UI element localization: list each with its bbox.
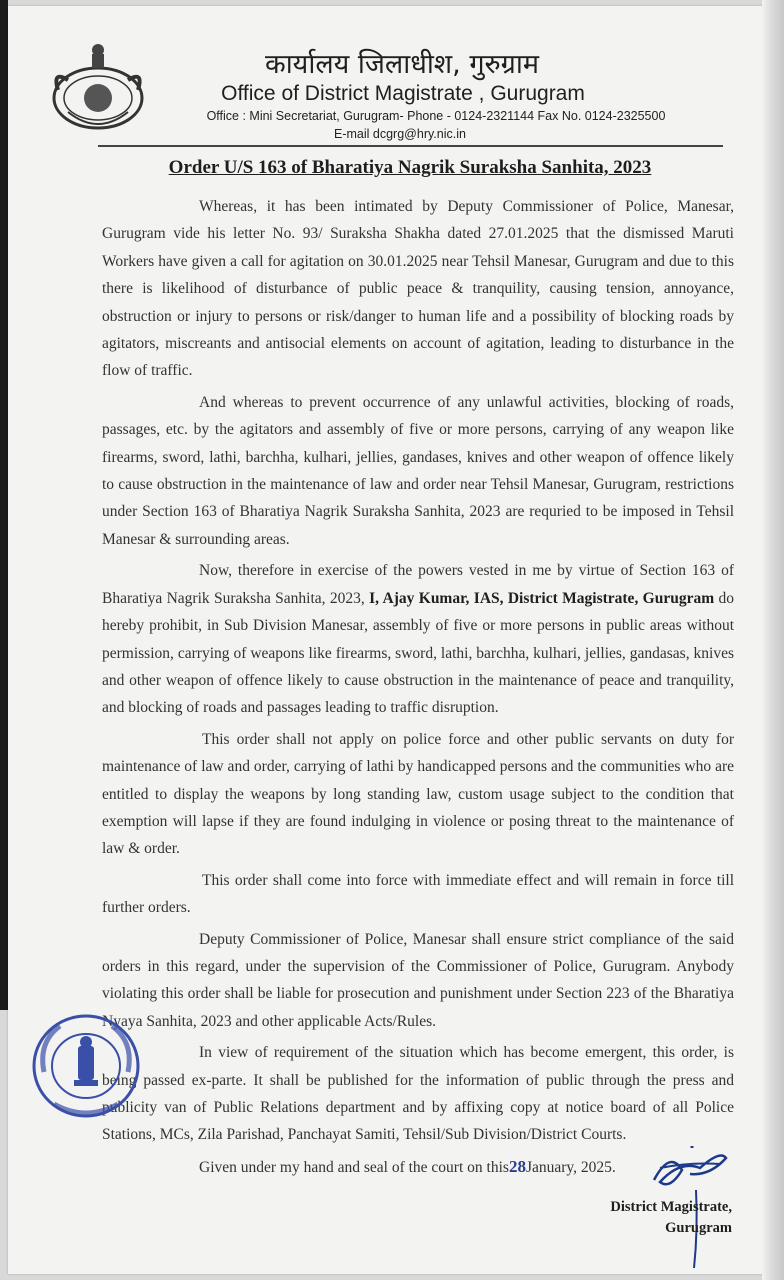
signatory-block [592,1197,732,1239]
paragraph-4: This order shall not apply on police force and other public servants on duty for maintenance of law and order, carrying of lathi by handicapped persons and the communities who are entitled to display the weapons by long standing law, custom usage subject to the condition that exemption will lapse if they are found indulging in violence or posing threat to the maintenance of law & order. [102,730,734,858]
letterhead-divider [98,145,723,147]
paragraph-3 [102,557,734,721]
handwritten-date: 28 [508,1156,526,1176]
given-under-text: Given under my hand and seal of the court on this [199,1158,509,1176]
signatory-location: Gurugram [665,1220,732,1236]
order-title: Order U/S 163 of Bharatiya Nagrik Suraksha Sanhita, 2023 [168,157,652,178]
haryana-emblem-icon [48,40,150,132]
office-title-hindi: कार्यालय जिलाधीश, गुरुग्राम [264,49,540,80]
paragraph-3-start: Now, therefore in exercise of the powers vested in me by virtue of Section 163 of Bharatiya Nagrik Suraksha Sanhita, 2023, [102,562,734,607]
signatory-title: District Magistrate, [610,1199,732,1215]
given-under-date: January, 2025. [525,1158,616,1176]
scan-edge [0,0,8,1010]
order-body [102,193,734,1185]
paragraph-6: Deputy Commissioner of Police, Manesar shall ensure strict compliance of the said orders in this regard, under the supervision of the Commissioner of Police, Gurugram. Anybody violating this order shall be liable for prosecution and punishment under Section 223 of the Bharatiya Nyaya Sanhita, 2023 and other applicable Acts/Rules. [102,930,734,1030]
office-email-line: E-mail dcgrg@hry.nic.in [334,127,466,141]
office-contact-line: Office : Mini Secretariat, Gurugram- Phone - 0124-2321144 Fax No. 0124-2325500 [206,109,666,123]
paragraph-2: And whereas to prevent occurrence of any unlawful activities, blocking of roads, passages, etc. by the agitators and assembly of five or more persons, carrying of any weapon like firearms, sword, lathi, barchha, kulhari, jellies, gandases, knives and other weapon of offence likely to cause obstruction in the maintenance of law and order near Tehsil Manesar, Gurugram, restrictions under Section 163 of Bharatiya Nagrik Suraksha Sanhita, 2023 are requried to be imposed in Tehsil Manesar & surrounding areas. [102,393,734,548]
paragraph-3-end: do hereby prohibit, in Sub Division Manesar, assembly of five or more persons in public areas without permission, carrying of weapons like firearms, sword, lathi, barchha, kulhari, jellies, gandasas, knives and other weapon of offence likely to cause obstruction in the maintenance of peace and tranquility, and blocking of roads and passages leading to traffic disruption. [102,589,734,717]
paragraph-1: Whereas, it has been intimated by Deputy Commissioner of Police, Manesar, Gurugram vide his letter No. 93/ Suraksha Shakha dated 27.01.2025 that the dismissed Maruti Workers have given a call for agitation on 30.01.2025 near Tehsil Manesar, Gurugram and due to this there is likelihood of disturbance of public peace & tranquility, causing tension, annoyance, obstruction or injury to persons or risk/danger to human life and a possibility of blocking roads by agitators, miscreants and antisocial elements on account of agitation, leading to disturbance in the flow of traffic. [102,198,734,380]
office-title-english: Office of District Magistrate , Gurugram [221,82,585,105]
court-seal-icon [30,1012,142,1120]
paragraph-7: In view of requirement of the situation which has become emergent, this order, is being passed ex-parte. It shall be published for the information of public through the press and publicity van of Public Relations department and by affixing copy at notice board of all Police Stations, MCs, Zila Parishad, Panchayat Samiti, Tehsil/Sub Division/District Courts. [102,1044,734,1144]
page-shadow [762,0,784,1280]
paragraph-5: This order shall come into force with immediate effect and will remain in force till further orders. [102,871,734,917]
magistrate-name: I, Ajay Kumar, IAS, District Magistrate, Gurugram [369,589,715,607]
